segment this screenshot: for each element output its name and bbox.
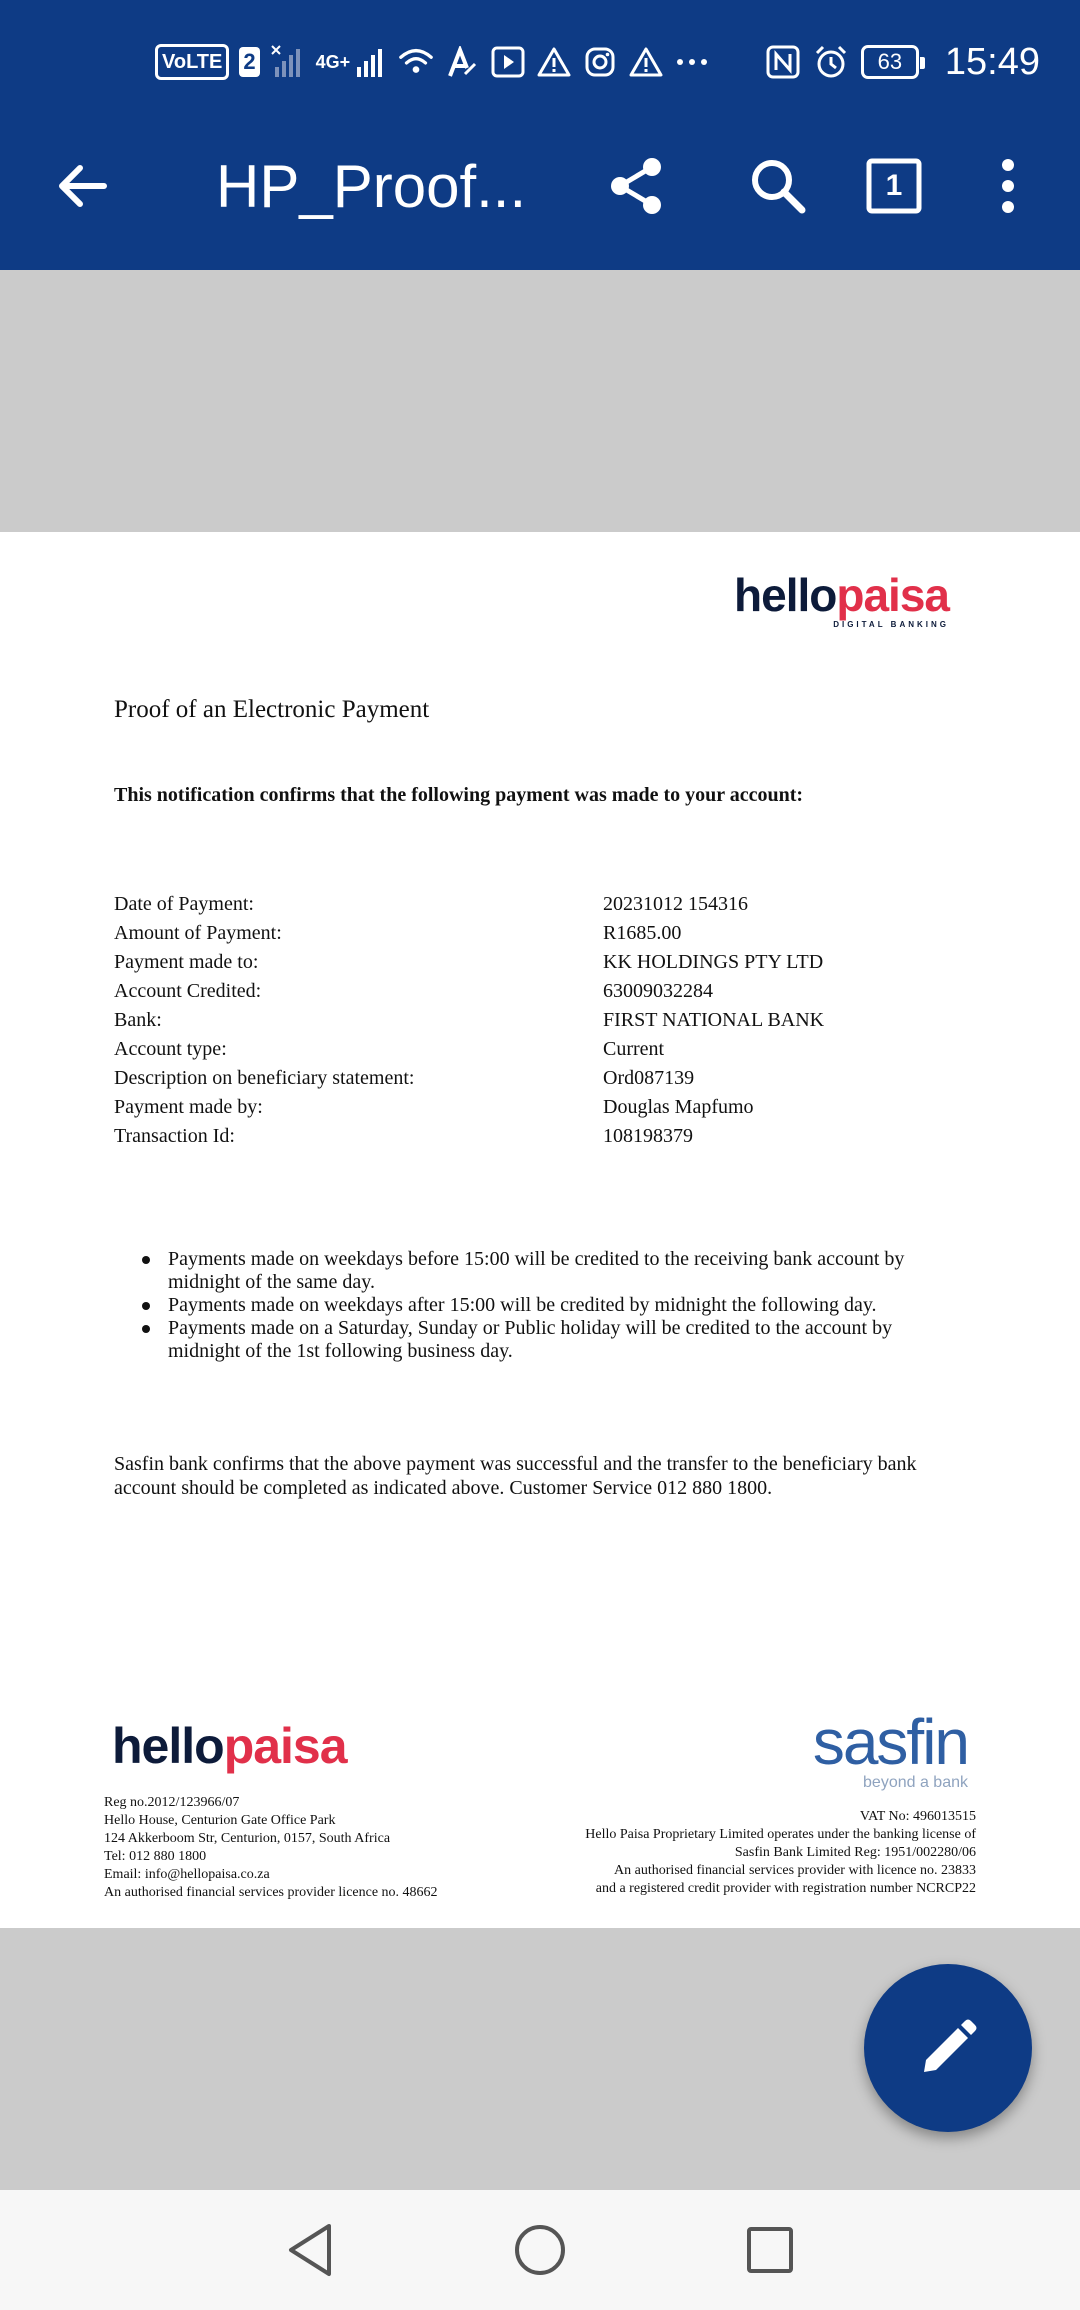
detail-value: R1685.00: [603, 922, 682, 944]
share-icon: [606, 155, 666, 217]
signal-icon: [352, 44, 388, 80]
detail-row: [114, 1006, 824, 1035]
detail-row: [114, 977, 824, 1006]
payment-terms-list: [138, 1248, 968, 1363]
nav-home-button[interactable]: [510, 2220, 570, 2280]
wifi-icon: [398, 44, 434, 80]
circle-home-icon: [512, 2222, 568, 2278]
footer-legal-info: [585, 1808, 976, 1898]
share-button[interactable]: [604, 154, 668, 218]
search-icon: [748, 156, 808, 216]
footer-company-info: [104, 1794, 438, 1902]
logo-paisa: paisa: [836, 569, 949, 621]
detail-value: 20231012 154316: [603, 893, 748, 915]
footer-line: Hello House, Centurion Gate Office Park: [104, 1813, 336, 1828]
more-notifications-icon: [674, 44, 710, 80]
footer-line: Email: info@hellopaisa.co.za: [104, 1867, 270, 1882]
square-recents-icon: [745, 2225, 795, 2275]
detail-label: Payment made by:: [114, 1096, 263, 1118]
pencil-icon: [918, 2018, 978, 2078]
detail-value: Current: [603, 1038, 665, 1060]
detail-row: [114, 1122, 824, 1151]
sasfin-wordmark: sasfin: [812, 1706, 968, 1778]
detail-label: Description on beneficiary statement:: [114, 1067, 415, 1089]
detail-label: Account type:: [114, 1038, 227, 1060]
page-title: Proof of an Electronic Payment: [114, 696, 430, 723]
sim-badge: 2: [239, 47, 259, 77]
pdf-page: [0, 532, 1080, 1928]
detail-row: [114, 1064, 824, 1093]
volte-badge: VoLTE: [155, 44, 229, 80]
footer-line: Sasfin Bank Limited Reg: 1951/002280/06: [734, 1845, 976, 1860]
network-type: 4G+: [315, 51, 351, 72]
arrow-back-icon: [52, 156, 112, 216]
detail-value: Douglas Mapfumo: [603, 1096, 754, 1118]
alarm-icon: [813, 44, 849, 80]
overflow-menu-button[interactable]: [976, 154, 1040, 218]
sasfin-tagline: beyond a bank: [863, 1774, 968, 1791]
detail-label: Amount of Payment:: [114, 922, 282, 944]
instagram-icon: [582, 44, 618, 80]
logo-paisa: paisa: [223, 1718, 347, 1774]
detail-label: Account Credited:: [114, 980, 262, 1002]
footer-line: Reg no.2012/123966/07: [104, 1795, 240, 1810]
document-title: HP_Proof...: [216, 153, 527, 220]
detail-value: Ord087139: [603, 1067, 695, 1089]
list-item: Payments made on weekdays after 15:00 will be credited by midnight the following day.: [138, 1294, 968, 1317]
system-nav-bar: [0, 2190, 1080, 2310]
search-button[interactable]: [746, 154, 810, 218]
battery-indicator: 63: [861, 45, 919, 79]
status-right: [765, 34, 1040, 90]
clock: 15:49: [944, 40, 1040, 83]
hellopaisa-logo: [734, 568, 949, 629]
app-a-icon: [444, 44, 480, 80]
logo-hello: hello: [734, 569, 837, 621]
notification-text: This notification confirms that the following payment was made to your account:: [114, 784, 804, 806]
detail-value: 63009032284: [603, 980, 713, 1002]
triangle-back-icon: [285, 2222, 335, 2278]
footer-line: An authorised financial services provider with licence no. 23833: [614, 1863, 976, 1878]
detail-value: FIRST NATIONAL BANK: [603, 1009, 825, 1031]
footer-line: and a registered credit provider with registration number NCRCP22: [595, 1881, 976, 1896]
detail-label: Date of Payment:: [114, 893, 254, 915]
detail-label: Bank:: [114, 1009, 162, 1031]
status-left: [155, 40, 710, 84]
list-item: Payments made on weekdays before 15:00 will be credited to the receiving bank account by midnight of the same day.: [138, 1248, 968, 1294]
warning-icon: [536, 44, 572, 80]
tab-count: 1: [885, 169, 903, 202]
app-bar: [0, 102, 1080, 270]
footer-line: Tel: 012 880 1800: [104, 1849, 207, 1864]
status-bar: [0, 0, 1080, 102]
payment-details: [114, 890, 824, 1151]
nav-recents-button[interactable]: [740, 2220, 800, 2280]
hellopaisa-footer-logo: [112, 1717, 347, 1775]
warning-icon: [628, 44, 664, 80]
youtube-icon: [490, 44, 526, 80]
confirmation-text: Sasfin bank confirms that the above payment was successful and the transfer to the beneficiary bank account should be completed as indicated above. Customer Service 012 880 1800.: [114, 1453, 917, 1499]
detail-row: [114, 919, 824, 948]
nav-back-button[interactable]: [280, 2220, 340, 2280]
detail-value: KK HOLDINGS PTY LTD: [603, 951, 824, 973]
detail-value: 108198379: [603, 1125, 693, 1147]
detail-row: [114, 948, 824, 977]
detail-row: [114, 890, 824, 919]
detail-label: Transaction Id:: [114, 1125, 235, 1147]
sasfin-logo: [812, 1706, 968, 1792]
more-vert-icon: [998, 157, 1018, 215]
no-signal-icon: [270, 44, 306, 80]
footer-line: VAT No: 496013515: [859, 1809, 976, 1824]
footer-line: 124 Akkerboom Str, Centurion, 0157, South Africa: [104, 1831, 391, 1846]
detail-row: [114, 1093, 824, 1122]
logo-tagline: DIGITAL BANKING: [833, 620, 949, 629]
tabs-button[interactable]: [862, 154, 926, 218]
edit-fab[interactable]: [864, 1964, 1032, 2132]
logo-hello: hello: [112, 1718, 224, 1774]
back-button[interactable]: [52, 156, 112, 216]
detail-label: Payment made to:: [114, 951, 259, 973]
footer-line: An authorised financial services provider licence no. 48662: [104, 1885, 438, 1900]
detail-row: [114, 1035, 824, 1064]
list-item: Payments made on a Saturday, Sunday or Public holiday will be credited to the account by midnight of the 1st following business day.: [138, 1317, 968, 1363]
nfc-icon: [765, 44, 801, 80]
footer-line: Hello Paisa Proprietary Limited operates under the banking license of: [585, 1827, 976, 1842]
